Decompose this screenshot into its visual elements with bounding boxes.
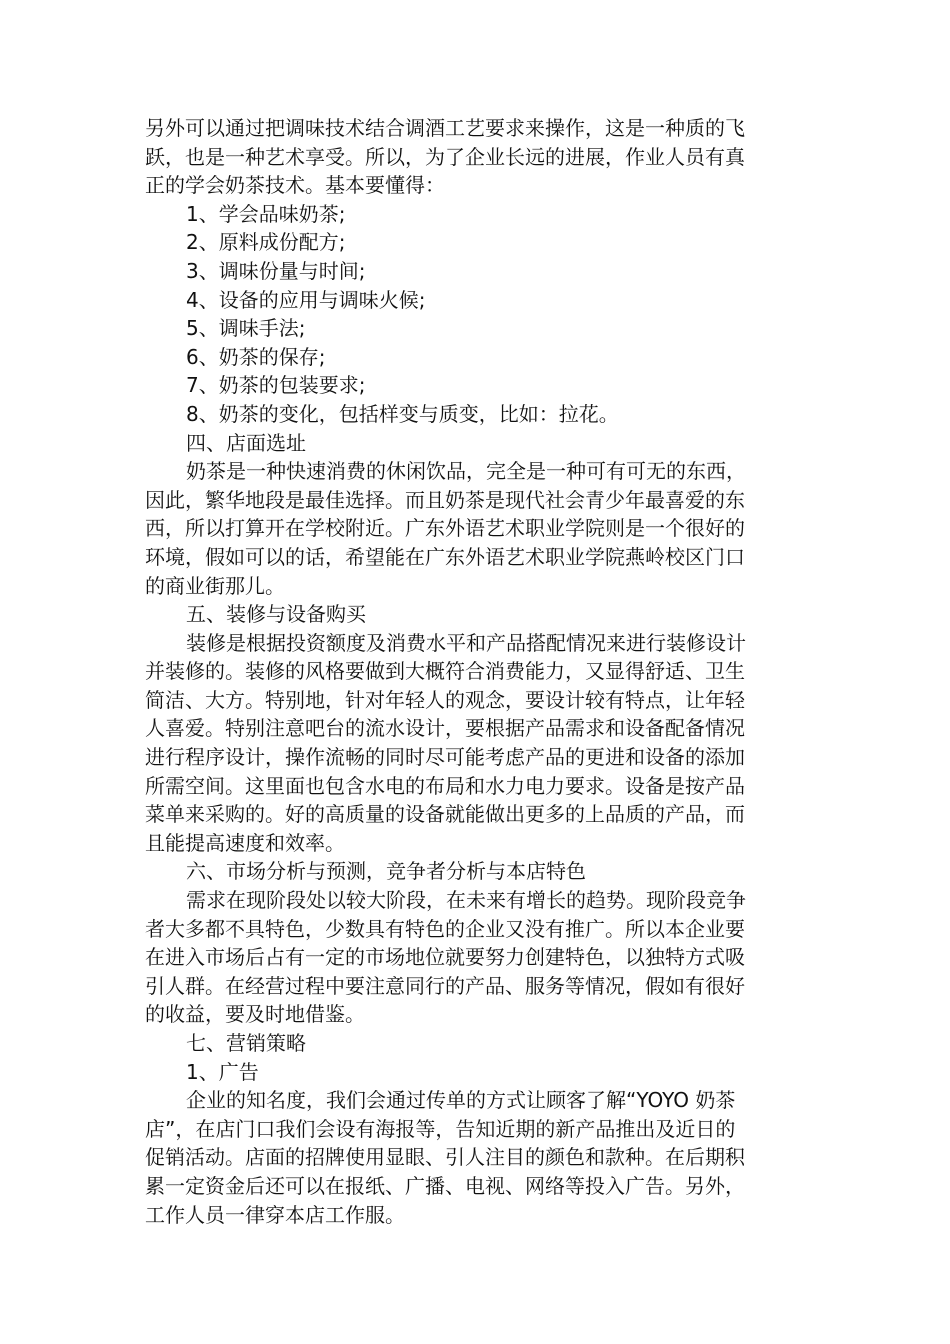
text-line: 4、设备的应用与调味火候; — [186, 287, 426, 312]
text-line: 人喜爱。特别注意吧台的流水设计，要根据产品需求和设备配备情况 — [145, 716, 745, 741]
text-line: 六、市场分析与预测，竞争者分析与本店特色 — [186, 859, 586, 884]
text-line: 西，所以打算开在学校附近。广东外语艺术职业学院则是一个很好的 — [145, 516, 745, 541]
text-line: 环境，假如可以的话，希望能在广东外语艺术职业学院燕岭校区门口 — [145, 544, 745, 569]
text-line: 进行程序设计，操作流畅的同时尽可能考虑产品的更进和设备的添加 — [145, 745, 745, 770]
text-line: 四、店面选址 — [186, 430, 306, 455]
text-line: 7、奶茶的包装要求; — [186, 373, 366, 398]
text-line: 七、营销策略 — [186, 1031, 306, 1055]
text-line: 的商业街那儿。 — [145, 573, 285, 598]
text-line: 奶茶是一种快速消费的休闲饮品，完全是一种可有可无的东西， — [186, 459, 746, 484]
text-line: 者大多都不具特色，少数具有特色的企业又没有推广。所以本企业要 — [145, 916, 745, 941]
text-line: 引人群。在经营过程中要注意同行的产品、服务等情况，假如有很好 — [145, 973, 745, 998]
text-line: 因此，繁华地段是最佳选择。而且奶茶是现代社会青少年最喜爱的东 — [145, 487, 745, 512]
text-line: 2、原料成份配方; — [186, 230, 346, 255]
text-line: 简洁、大方。特别地，针对年轻人的观念，要设计较有特点，让年轻 — [145, 687, 745, 712]
text-line: 1、学会品味奶茶; — [186, 201, 346, 226]
text-line: 5、调味手法; — [186, 316, 306, 341]
text-line: 工作人员一律穿本店工作服。 — [145, 1202, 405, 1227]
text-line: 五、装修与设备购买 — [186, 602, 366, 627]
text-line: 在进入市场后占有一定的市场地位就要努力创建特色，以独特方式吸 — [145, 945, 745, 970]
text-line: 6、奶茶的保存; — [186, 344, 326, 369]
text-line: 所需空间。这里面也包含水电的布局和水力电力要求。设备是按产品 — [145, 773, 745, 798]
text-line: 并装修的。装修的风格要做到大概符合消费能力，又显得舒适、卫生 — [145, 659, 745, 684]
text-line: 3、调味份量与时间; — [186, 258, 366, 283]
text-line: 的收益，要及时地借鉴。 — [145, 1002, 365, 1027]
text-line: 需求在现阶段处以较大阶段，在未来有增长的趋势。现阶段竞争 — [186, 888, 746, 913]
text-line: 菜单来采购的。好的高质量的设备就能做出更多的上品质的产品，而 — [145, 802, 745, 827]
text-line: 1、广告 — [186, 1059, 259, 1084]
text-line: 正的学会奶茶技术。基本要懂得： — [145, 173, 445, 198]
text-line: 跃，也是一种艺术享受。所以，为了企业长远的进展，作业人员有真 — [145, 144, 745, 169]
text-line: 另外可以通过把调味技术结合调酒工艺要求来操作，这是一种质的飞 — [145, 116, 745, 140]
text-line: 装修是根据投资额度及消费水平和产品搭配情况来进行装修设计 — [186, 630, 746, 655]
text-line: 8、奶茶的变化，包括样变与质变，比如：拉花。 — [186, 401, 619, 426]
document-body — [145, 114, 805, 1229]
text-line: 店”，在店门口我们会设有海报等，告知近期的新产品推出及近日的 — [145, 1116, 736, 1141]
text-line: 促销活动。店面的招牌使用显眼、引人注目的颜色和款种。在后期积 — [145, 1145, 745, 1170]
text-line: 累一定资金后还可以在报纸、广播、电视、网络等投入广告。另外， — [145, 1173, 745, 1198]
text-line: 且能提高速度和效率。 — [145, 830, 345, 855]
text-line: 企业的知名度，我们会通过传单的方式让顾客了解“YOYO 奶茶 — [186, 1088, 736, 1113]
